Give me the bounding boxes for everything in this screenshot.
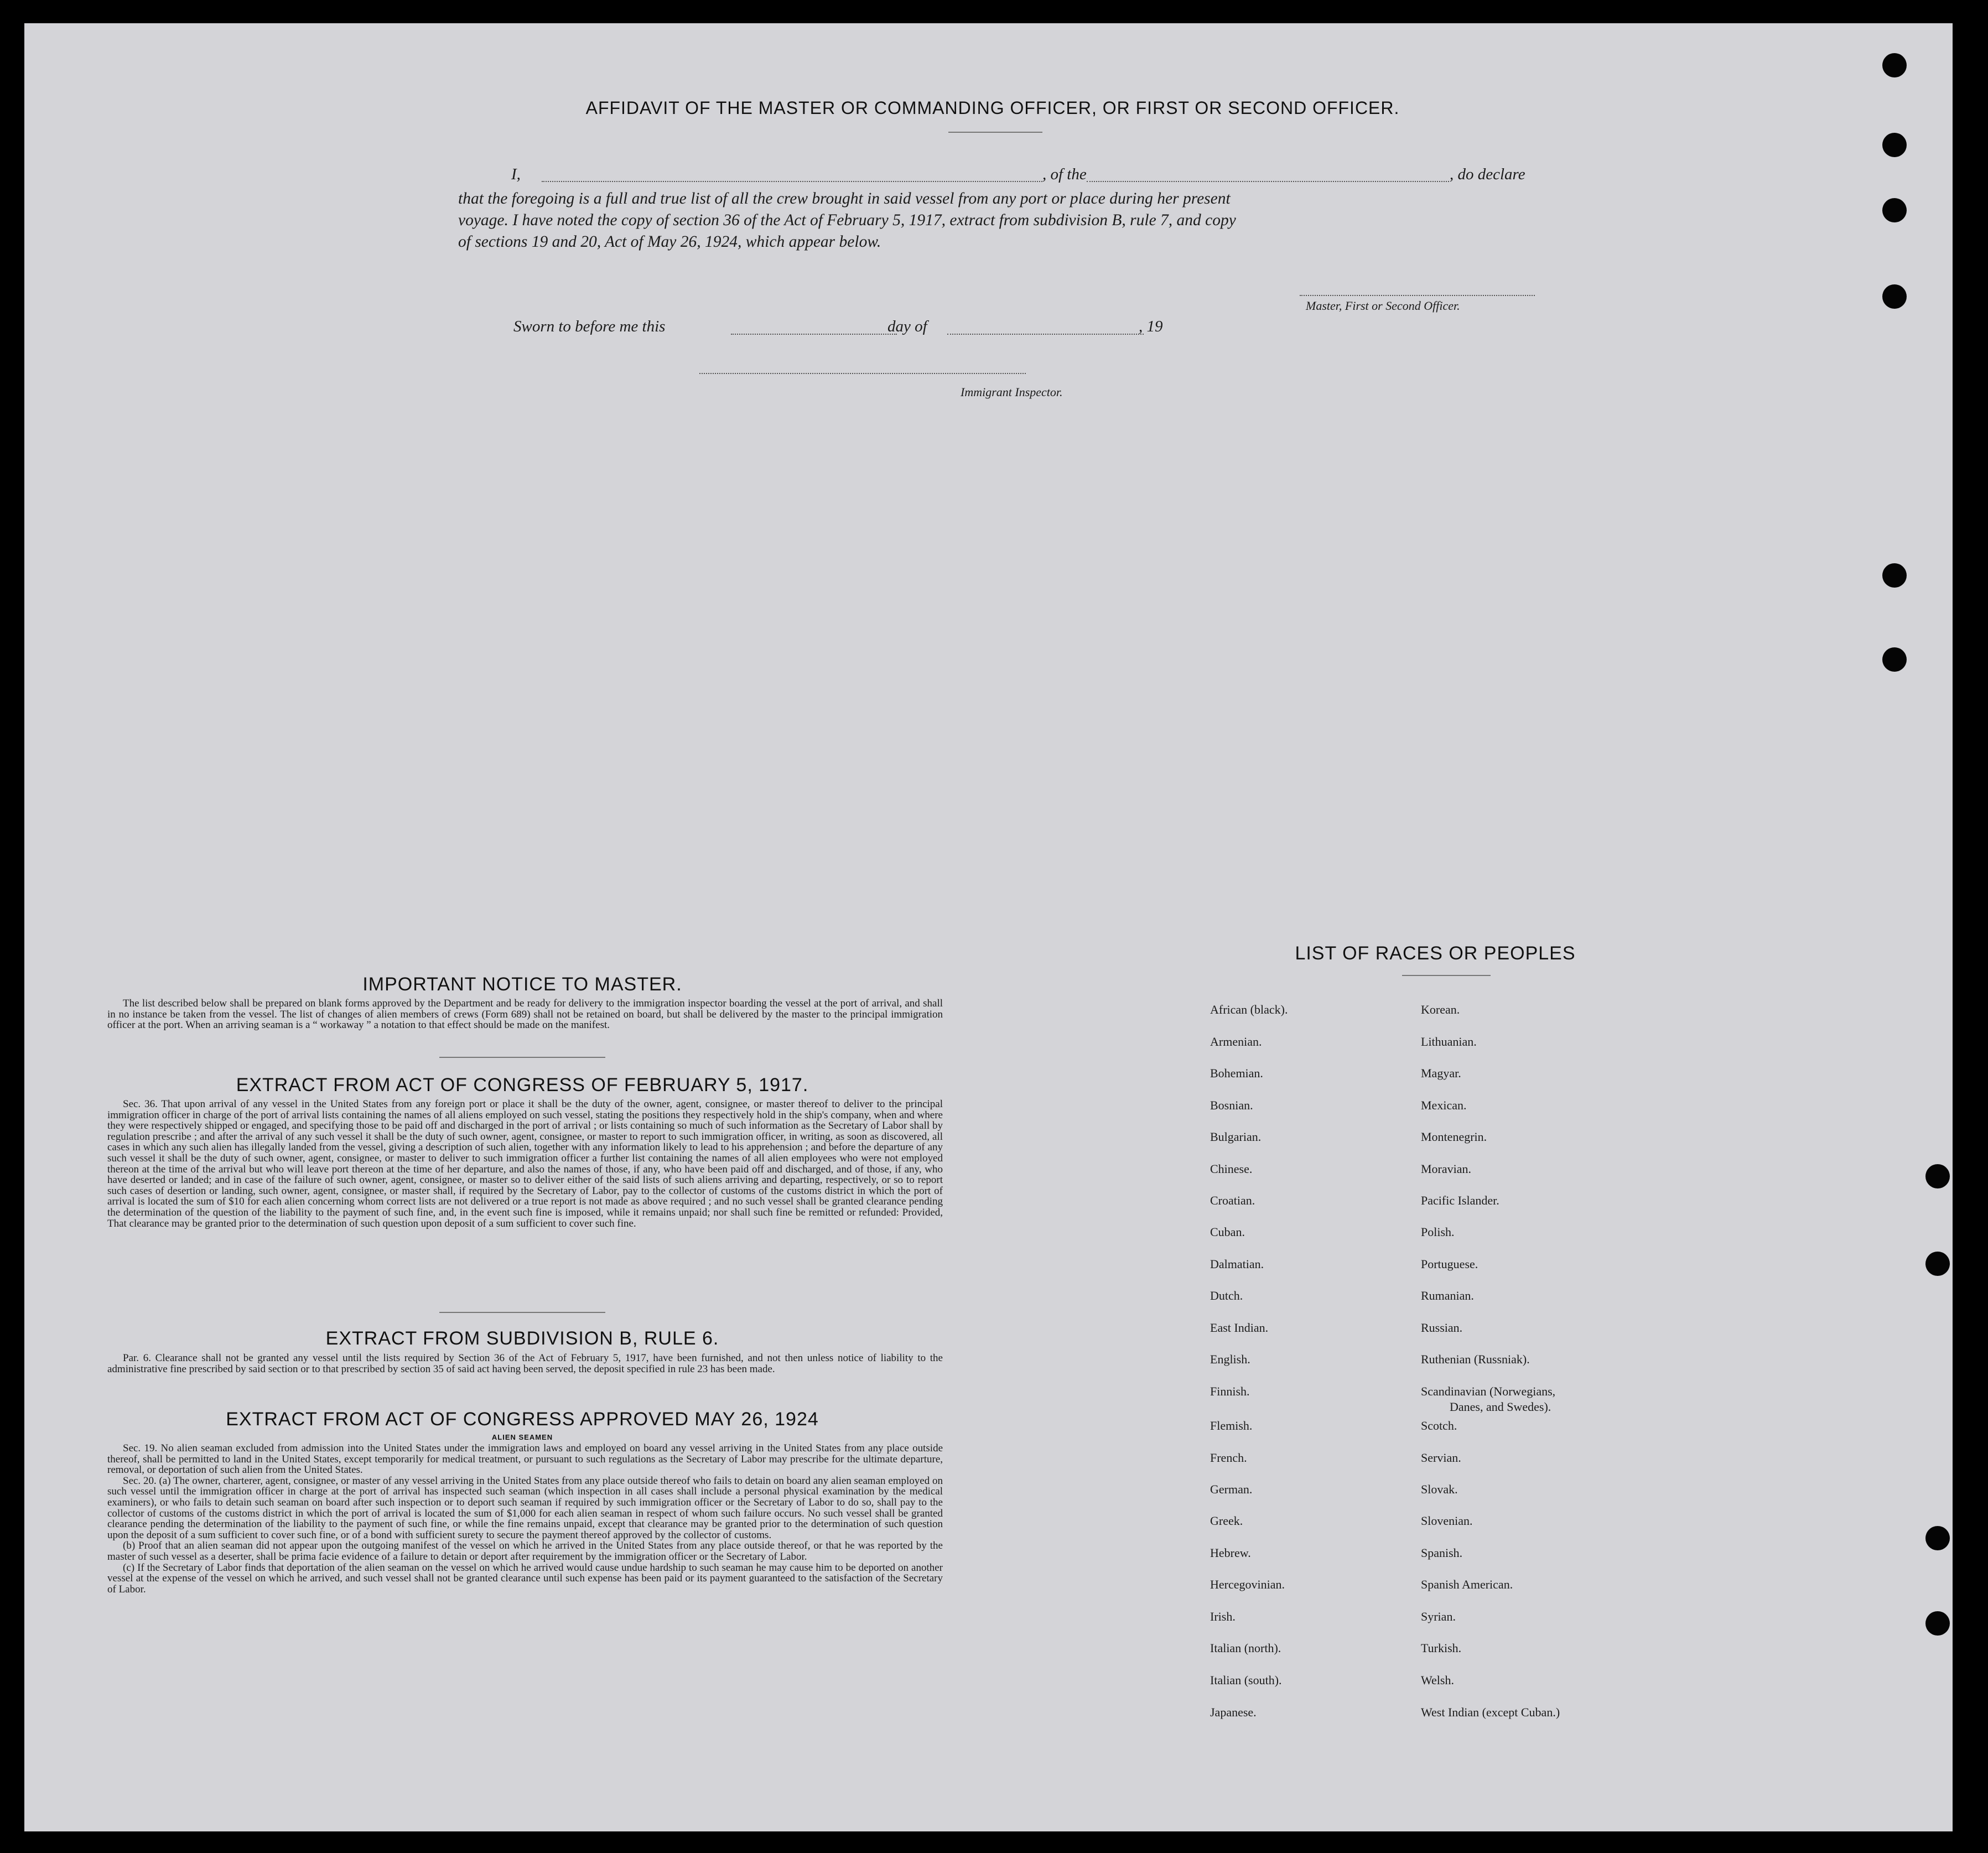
section-19-text: Sec. 19. No alien seaman excluded from admission into the United States under the immigration laws and employed on board any vessel arriving in the United States from any place outside thereof, shall be permitted to land in the United States, except temporarily for medical treatment, or pursuant to such regulations as the Secretary of Labor may prescribe for the ultimate departure, removal, or deportation of such alien from the United States. [107,1442,943,1476]
people-item: Spanish. [1421,1546,1463,1560]
people-item: Russian. [1421,1321,1463,1335]
affidavit-lead: I, [511,165,521,183]
people-item: Danes, and Swedes). [1450,1400,1551,1414]
people-item: Polish. [1421,1225,1455,1239]
punch-hole [1925,1526,1950,1550]
declaration-line-1: that the foregoing is a full and true list of all the crew brought in said vessel from any port or place during her present [458,190,1231,207]
punch-hole [1882,198,1907,222]
act-1924-body [107,1443,943,1595]
people-item: Hercegovinian. [1210,1577,1285,1591]
notice-title: IMPORTANT NOTICE TO MASTER. [362,974,682,995]
subdivision-b-body [107,1353,943,1374]
declaration-line-2: voyage. I have noted the copy of section 36 of the Act of February 5, 1917, extract from subdivision B, rule 7, and copy [458,211,1236,229]
inspector-label: Immigrant Inspector. [961,385,1063,399]
people-item: Slovenian. [1421,1514,1473,1528]
punch-hole [1925,1252,1950,1276]
vessel-field[interactable] [1087,181,1449,182]
section-36-text: Sec. 36. That upon arrival of any vessel in the United States from any foreign port or place it shall be the duty of the owner, agent, consignee, or master thereof to deliver to the principal immigration officer in charge of the port of arrival lists containing the names of all aliens employed on such vessel, stating the positions they respectively hold in the ship's company, when and where they were respectively shipped or engaged, and specifying those to be paid off and discharged in the port of arrival ; or lists containing so much of such information as the Secretary of Labor shall by regulation prescribe ; and after the arrival of any such vessel it shall be the duty of such owner, agent, consignee, or master to report to such immigration officer, in writing, as soon as discovered, all cases in which any such alien has illegally landed from the vessel, giving a description of such alien, together with any information likely to lead to his apprehension ; and before the departure of any such vessel it shall be the duty of such owner, agent, consignee, or master to deliver to such immigration officer a further list containing the names of all alien employees who were not employed thereon at the time of the arrival but who will leave port thereon at the time of her departure, and also the names of those, if any, who have been paid off and discharged, and of those, if any, who have deserted or landed; and in case of the failure of such owner, agent, consignee, or master so to deliver either of the said lists of such aliens arriving and departing, respectively, or so to report such cases of desertion or landing, such owner, agent, consignee, or master shall, if required by the Secretary of Labor, pay to the collector of customs of the customs district in which the port of arrival is located the sum of $10 for each alien concerning whom correct lists are not delivered or a true report is not made as above required ; and no such vessel shall be granted clearance pending the determination of the question of the liability to the payment of such fine, and, in the event such fine is imposed, while it remains unpaid; nor shall such fine be remitted or refunded: Provided, That clearance may be granted prior to the determination of such question upon deposit of a sum sufficient to cover such fine. [107,1098,943,1229]
subdivision-b-title: EXTRACT FROM SUBDIVISION B, RULE 6. [325,1328,719,1349]
act-1917-title: EXTRACT FROM ACT OF CONGRESS OF FEBRUARY 5, 1917. [236,1075,809,1096]
people-item: Chinese. [1210,1162,1253,1176]
people-item: Hebrew. [1210,1546,1251,1560]
people-item: Korean. [1421,1003,1460,1016]
people-item: West Indian (except Cuban.) [1421,1705,1560,1719]
peoples-title: LIST OF RACES OR PEOPLES [1295,943,1576,964]
master-signature-label: Master, First or Second Officer. [1306,299,1460,313]
form-sheet [24,23,1953,1831]
people-item: African (black). [1210,1003,1288,1016]
people-item: Welsh. [1421,1673,1454,1687]
people-item: Irish. [1210,1610,1236,1623]
people-item: Flemish. [1210,1419,1253,1432]
people-item: Portuguese. [1421,1257,1478,1271]
people-item: Japanese. [1210,1705,1257,1719]
punch-hole [1882,133,1907,157]
people-item: Armenian. [1210,1035,1262,1049]
people-item: Lithuanian. [1421,1035,1477,1049]
people-item: English. [1210,1352,1250,1366]
sworn-label: Sworn to before me this [513,318,666,335]
section-20c-text: (c) If the Secretary of Labor finds that deportation of the alien seaman on the vessel on which he arrived would cause undue hardship to such seaman he may cause him to be deported on another vessel at the expense of the vessel on which he arrived, and such vessel shall not be granted clearance until such expense has been paid or its payment guaranteed to the satisfaction of the Secretary of Labor. [107,1561,943,1595]
punch-hole [1882,647,1907,672]
people-item: Finnish. [1210,1384,1250,1398]
paragraph-6-text: Par. 6. Clearance shall not be granted any vessel until the lists required by Section 36 of the Act of February 5, 1917, have been furnished, and not then unless notice of liability to the administrative fine prescribed by said section or to that prescribed by section 35 of said act having been served, the deposit specified in rule 23 has been made. [107,1352,943,1375]
people-item: German. [1210,1482,1253,1496]
punch-hole [1925,1164,1950,1188]
punch-hole [1882,53,1907,77]
punch-hole [1925,1611,1950,1636]
people-item: Scandinavian (Norwegians, [1421,1384,1556,1398]
year-label: , 19 [1139,318,1163,335]
inspector-signature-line[interactable] [699,373,1026,374]
people-item: Mexican. [1421,1098,1467,1112]
people-item: Bohemian. [1210,1066,1263,1080]
people-item: Cuban. [1210,1225,1245,1239]
section-20b-text: (b) Proof that an alien seaman did not appear upon the outgoing manifest of the vessel on which he arrived in the United States from any place outside thereof, or that he was reported by the master of such vessel as a deserter, shall be prima facie evidence of a failure to detain or deport after requirement by the immigration officer or the Secretary of Labor. [107,1540,943,1563]
people-item: Rumanian. [1421,1289,1474,1302]
act-1924-title: EXTRACT FROM ACT OF CONGRESS APPROVED MAY 26, 1924 [226,1409,819,1430]
of-the-label: , of the [1042,165,1087,183]
name-field[interactable] [542,181,1042,182]
declaration-line-3: of sections 19 and 20, Act of May 26, 1924, which appear below. [458,233,881,251]
punch-hole [1882,284,1907,309]
people-item: Montenegrin. [1421,1130,1487,1144]
section-20a-text: Sec. 20. (a) The owner, charterer, agent, consignee, or master of any vessel arriving in the United States from any place outside thereof who fails to detain on board any alien seaman employed on such vessel until the immigration officer in charge at the port of arrival has inspected such seaman (which inspection in all cases shall include a personal physical examination by the medical examiners), or who fails to detain such seaman on board after such inspection or to deport such seaman if required by such immigration officer or the Secretary of Labor to do so, shall pay to the collector of customs of the customs district in which the port of arrival is located the sum of $1,000 for each alien seaman in respect of whom such failure occurs. No such vessel shall be granted clearance pending the determination of the liability to the payment of such fine, or while the fine remains unpaid, except that clearance may be granted prior to the determination of such question upon the deposit of a sum sufficient to cover such fine, or of a bond with sufficient surety to secure the payment thereof approved by the collector of customs. [107,1475,943,1541]
people-item: French. [1210,1451,1247,1465]
punch-hole [1882,563,1907,588]
people-item: Syrian. [1421,1610,1456,1623]
people-item: Ruthenian (Russniak). [1421,1352,1530,1366]
day-of-label: day of [887,318,927,335]
people-item: Italian (south). [1210,1673,1282,1687]
master-signature-field[interactable] [1300,295,1535,296]
people-item: Dutch. [1210,1289,1243,1302]
divider [1402,975,1491,976]
people-item: Pacific Islander. [1421,1193,1499,1207]
sworn-day-field[interactable] [731,334,897,335]
people-item: Servian. [1421,1451,1461,1465]
affidavit-title: AFFIDAVIT OF THE MASTER OR COMMANDING OFFICER, OR FIRST OR SECOND OFFICER. [585,98,1400,118]
people-item: Moravian. [1421,1162,1472,1176]
people-item: Turkish. [1421,1641,1462,1655]
people-item: Croatian. [1210,1193,1255,1207]
people-item: Greek. [1210,1514,1243,1528]
notice-body [107,998,943,1031]
act-1917-body [107,1099,943,1229]
do-declare-label: , do declare [1450,165,1525,183]
people-item: Italian (north). [1210,1641,1281,1655]
people-item: Dalmatian. [1210,1257,1264,1271]
sworn-month-field[interactable] [947,334,1144,335]
divider [439,1312,605,1313]
people-item: Spanish American. [1421,1577,1513,1591]
divider [948,132,1042,133]
people-item: Bulgarian. [1210,1130,1262,1144]
people-item: East Indian. [1210,1321,1269,1335]
notice-text: The list described below shall be prepared on blank forms approved by the Department and be ready for delivery to the immigration inspector boarding the vessel at the port of arrival, and shall in no instance be taken from the vessel. The list of changes of alien members of crews (Form 689) shall not be retained on board, but shall be delivered by the master to the principal immigration officer at the port. When an arriving seaman is a “ workaway ” a notation to that effect should be made on the manifest. [107,998,943,1031]
act-1924-subtitle: ALIEN SEAMEN [491,1433,553,1441]
people-item: Magyar. [1421,1066,1461,1080]
people-item: Slovak. [1421,1482,1458,1496]
divider [439,1057,605,1058]
people-item: Scotch. [1421,1419,1457,1432]
people-item: Bosnian. [1210,1098,1253,1112]
